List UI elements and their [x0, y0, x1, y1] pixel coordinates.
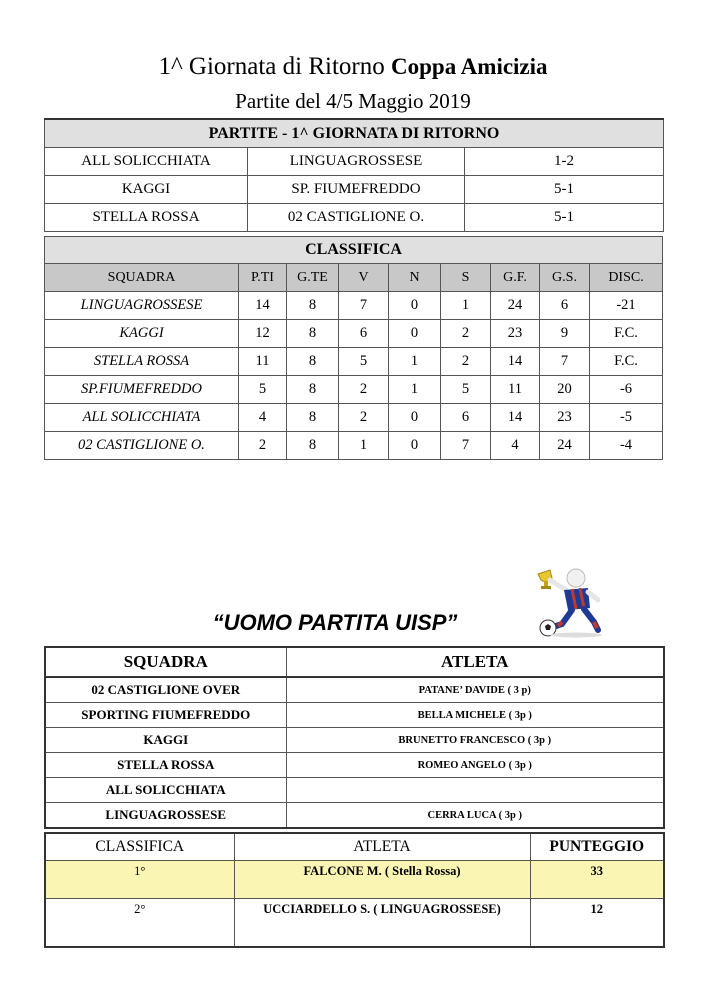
points: 4 [239, 404, 287, 432]
mvp-player: BRUNETTO FRANCESCO ( 3p ) [286, 728, 664, 753]
games: 8 [287, 432, 339, 460]
draws: 0 [389, 432, 441, 460]
table-row [45, 348, 663, 376]
discipline: F.C. [590, 320, 663, 348]
column-header: SQUADRA [45, 264, 239, 292]
wins: 6 [339, 320, 389, 348]
table-row [45, 292, 663, 320]
losses: 1 [441, 292, 491, 320]
standings-table [44, 236, 663, 460]
wins: 7 [339, 292, 389, 320]
draws: 1 [389, 376, 441, 404]
goals-against: 6 [540, 292, 590, 320]
draws: 1 [389, 348, 441, 376]
mvp-team: ALL SOLICCHIATA [45, 778, 286, 803]
mvp-player: ROMEO ANGELO ( 3p ) [286, 753, 664, 778]
games: 8 [287, 376, 339, 404]
team-name: ALL SOLICCHIATA [45, 404, 239, 432]
standings-column-headers [45, 264, 663, 292]
ranking-column-headers [45, 833, 664, 861]
team-name: SP.FIUMEFREDDO [45, 376, 239, 404]
games: 8 [287, 320, 339, 348]
points: 14 [239, 292, 287, 320]
goals-against: 24 [540, 432, 590, 460]
points: 2 [239, 432, 287, 460]
draws: 0 [389, 292, 441, 320]
mvp-team: KAGGI [45, 728, 286, 753]
team-name: 02 CASTIGLIONE O. [45, 432, 239, 460]
column-header: S [441, 264, 491, 292]
table-row [45, 803, 664, 829]
mvp-player: BELLA MICHELE ( 3p ) [286, 703, 664, 728]
goals-against: 7 [540, 348, 590, 376]
games: 8 [287, 404, 339, 432]
mvp-column-headers [45, 647, 664, 677]
soccer-player-icon [532, 566, 612, 638]
column-header-points: PUNTEGGIO [530, 833, 664, 861]
games: 8 [287, 348, 339, 376]
match-home: KAGGI [45, 176, 248, 204]
column-header-player: ATLETA [286, 647, 664, 677]
table-row [45, 376, 663, 404]
match-row [45, 204, 664, 232]
losses: 2 [441, 348, 491, 376]
mvp-team: SPORTING FIUMEFREDDO [45, 703, 286, 728]
mvp-team: 02 CASTIGLIONE OVER [45, 677, 286, 703]
table-row [45, 432, 663, 460]
goals-for: 14 [491, 404, 540, 432]
matches-table [44, 118, 664, 232]
match-away: 02 CASTIGLIONE O. [248, 204, 465, 232]
match-score: 1-2 [465, 148, 664, 176]
column-header: P.TI [239, 264, 287, 292]
ball-icon [540, 620, 556, 636]
points: 12 [239, 320, 287, 348]
table-row [45, 899, 664, 948]
wins: 2 [339, 376, 389, 404]
table-row [45, 753, 664, 778]
mvp-heading: “UOMO PARTITA UISP” [212, 610, 458, 635]
draws: 0 [389, 404, 441, 432]
mvp-table [44, 646, 665, 829]
mvp-player [286, 778, 664, 803]
goals-for: 4 [491, 432, 540, 460]
losses: 7 [441, 432, 491, 460]
match-home: STELLA ROSSA [45, 204, 248, 232]
column-header: G.TE [287, 264, 339, 292]
goals-for: 14 [491, 348, 540, 376]
table-row [45, 320, 663, 348]
losses: 6 [441, 404, 491, 432]
mvp-team: LINGUAGROSSESE [45, 803, 286, 829]
discipline: -6 [590, 376, 663, 404]
points: 11 [239, 348, 287, 376]
match-home: ALL SOLICCHIATA [45, 148, 248, 176]
column-header-team: SQUADRA [45, 647, 286, 677]
rank-player: UCCIARDELLO S. ( LINGUAGROSSESE) [234, 899, 530, 948]
column-header-rank: CLASSIFICA [45, 833, 234, 861]
match-row [45, 176, 664, 204]
match-row [45, 148, 664, 176]
discipline: F.C. [590, 348, 663, 376]
match-score: 5-1 [465, 176, 664, 204]
goals-against: 20 [540, 376, 590, 404]
table-row [45, 778, 664, 803]
matches-heading: PARTITE - 1^ GIORNATA DI RITORNO [45, 119, 664, 148]
team-name: KAGGI [45, 320, 239, 348]
mvp-team: STELLA ROSSA [45, 753, 286, 778]
column-header-player: ATLETA [234, 833, 530, 861]
losses: 5 [441, 376, 491, 404]
discipline: -21 [590, 292, 663, 320]
standings-heading: CLASSIFICA [45, 237, 663, 264]
title-main: 1^ Giornata di Ritorno [158, 53, 385, 80]
games: 8 [287, 292, 339, 320]
wins: 1 [339, 432, 389, 460]
column-header: G.F. [491, 264, 540, 292]
rank-position: 1° [45, 861, 234, 899]
ranking-table [44, 832, 665, 948]
table-row [45, 728, 664, 753]
team-name: LINGUAGROSSESE [45, 292, 239, 320]
goals-for: 24 [491, 292, 540, 320]
match-score: 5-1 [465, 204, 664, 232]
discipline: -4 [590, 432, 663, 460]
rank-position: 2° [45, 899, 234, 948]
column-header: V [339, 264, 389, 292]
goals-against: 23 [540, 404, 590, 432]
match-away: SP. FIUMEFREDDO [248, 176, 465, 204]
goals-against: 9 [540, 320, 590, 348]
draws: 0 [389, 320, 441, 348]
title-cup: Coppa Amicizia [391, 54, 548, 79]
mvp-player: CERRA LUCA ( 3p ) [286, 803, 664, 829]
rank-player: FALCONE M. ( Stella Rossa) [234, 861, 530, 899]
page-subtitle: Partite del 4/5 Maggio 2019 [235, 89, 471, 113]
losses: 2 [441, 320, 491, 348]
wins: 5 [339, 348, 389, 376]
goals-for: 11 [491, 376, 540, 404]
wins: 2 [339, 404, 389, 432]
discipline: -5 [590, 404, 663, 432]
rank-points: 33 [530, 861, 664, 899]
column-header: G.S. [540, 264, 590, 292]
column-header: DISC. [590, 264, 663, 292]
points: 5 [239, 376, 287, 404]
column-header: N [389, 264, 441, 292]
mvp-player: PATANE’ DAVIDE ( 3 p) [286, 677, 664, 703]
table-row [45, 861, 664, 899]
match-away: LINGUAGROSSESE [248, 148, 465, 176]
rank-points: 12 [530, 899, 664, 948]
team-name: STELLA ROSSA [45, 348, 239, 376]
page-title [0, 52, 706, 82]
table-row [45, 677, 664, 703]
table-row [45, 404, 663, 432]
table-row [45, 703, 664, 728]
goals-for: 23 [491, 320, 540, 348]
